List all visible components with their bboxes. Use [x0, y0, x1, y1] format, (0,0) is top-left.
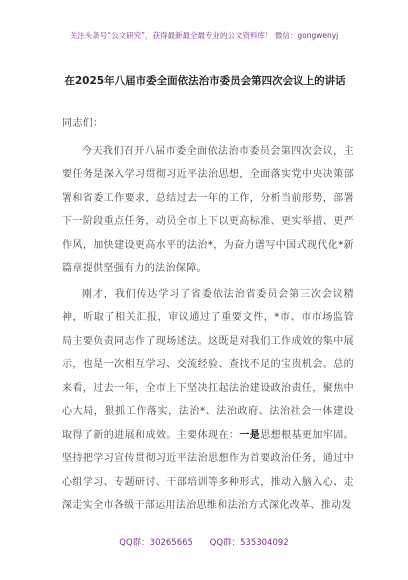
paragraph-1: 今天我们召开八届市委全面依法治市委员会第四次会议，主要任务是深入学习贯彻习近平法治思想，全面落实党中央决策部署和省委工作要求，总结过去一年的工作，分析当前形势，部署下一阶段重点任务，动员全市上下以更高标准、更实举措、更严作风，加快建设更高水平的法治*，为奋力谱写中国式现代化*新篇章提供坚强有力的法治保障。 — [62, 145, 354, 274]
footer-qq-group-2: QQ群：535304092 — [209, 538, 289, 548]
footer — [0, 536, 408, 548]
salutation: 同志们： — [62, 118, 104, 129]
paragraph-2-text-after: 思想根基更加牢固。坚持把学习宣传贯彻习近平法治思想作为首要政治任务，通过中心组学习、专题研讨、干部培训等多种形式，推动入脑入心、走深走实全市各级干部运用法治思维和法治方式深化改革、推动发 — [62, 429, 355, 511]
paragraph-2 — [62, 283, 354, 518]
document-body — [62, 112, 354, 520]
document-title: 在2025年八届市委全面依法治市委员会第四次会议上的讲话 — [64, 75, 346, 87]
top-banner: 关注头条号“公文研究”，获得最新最全最专业的公文资料库！ 微信：gongwenyj — [69, 31, 339, 40]
paragraph-2-text-before: 刚才，我们传达学习了省委依法治省委员会第三次会议精神，听取了相关汇报，审议通过了重要文件，*市、市市场监管局主要负责同志作了现场述法。这既是对我们工作成效的集中展示，也是一次相互学习、交流经验、查找不足的宝贵机会。总的来看，过去一年，全市上下坚决扛起法治建设政治责任，聚焦中心大局，狠抓工作落实，法治*、法治政府、法治社会一体建设取得了新的进展和成效。主要体现在： — [62, 288, 354, 441]
paragraph-2-highlight: 一是 — [239, 429, 261, 441]
footer-qq-group-1: QQ群：30265665 — [119, 538, 193, 548]
